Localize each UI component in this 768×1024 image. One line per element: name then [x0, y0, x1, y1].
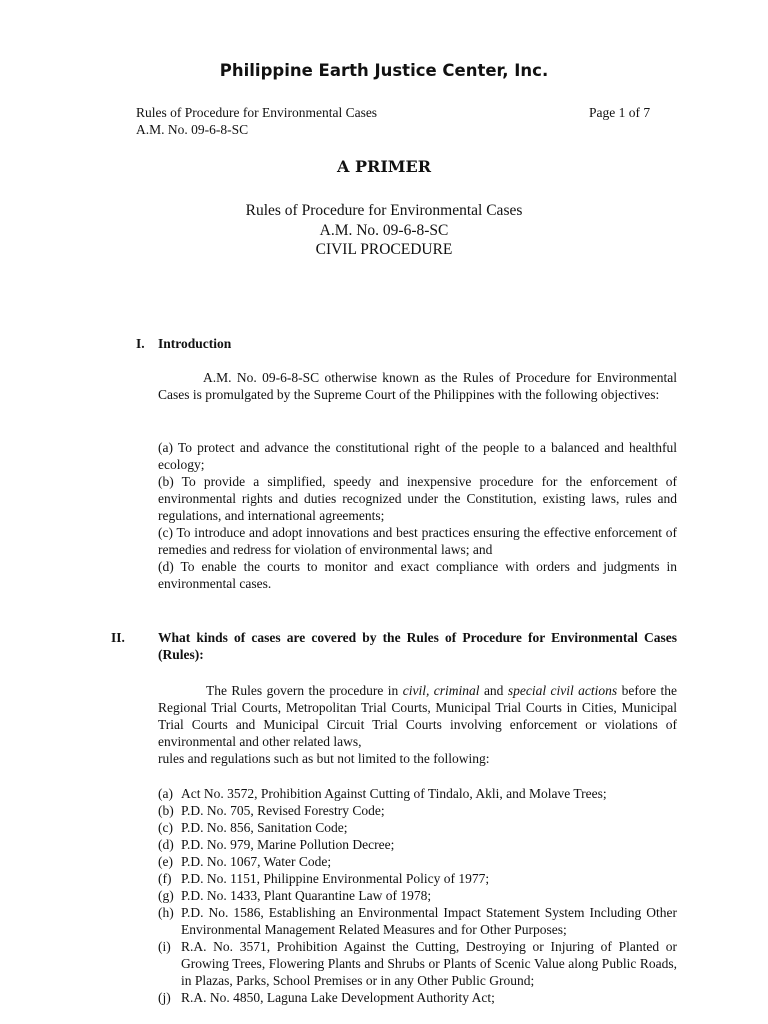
objective-item: (b) To provide a simplified, speedy and inexpensive procedure for the enforcement of environmental rights and duties recognized under the Constitution, existing laws, rules and regulations, and international agreements;: [158, 474, 677, 523]
list-item: [158, 887, 677, 904]
list-item-label: (c): [158, 820, 173, 835]
objective-item: (c) To introduce and adopt innovations and best practices ensuring the effective enforcement of remedies and redress for violation of environmental laws; and: [158, 525, 677, 557]
list-item-label: (g): [158, 888, 174, 903]
list-item: [158, 853, 677, 870]
para-special-civil: special civil actions: [507, 683, 618, 698]
list-item-text: Act No. 3572, Prohibition Against Cutting of Tindalo, Akli, and Molave Trees;: [181, 786, 607, 801]
list-item-text: P.D. No. 856, Sanitation Code;: [181, 820, 348, 835]
running-header: [136, 104, 377, 138]
list-item-label: (i): [158, 939, 171, 954]
list-item-label: (h): [158, 905, 174, 920]
list-item-text: P.D. No. 705, Revised Forestry Code;: [181, 803, 385, 818]
list-item-text: P.D. No. 1586, Establishing an Environmental Impact Statement System Including Other Environmental Management Related Measures and for Other Purposes;: [181, 905, 677, 937]
objective-item: (d) To enable the courts to monitor and exact compliance with orders and judgments in environmental cases.: [158, 559, 677, 591]
objectives-list: [158, 439, 677, 592]
list-item: [158, 819, 677, 836]
para-and: and: [479, 683, 508, 698]
list-item: [158, 938, 677, 989]
laws-list: [158, 785, 677, 1006]
document-subtitle: [0, 201, 768, 260]
list-item-label: (b): [158, 803, 174, 818]
list-item-label: (j): [158, 990, 171, 1005]
list-item-label: (a): [158, 786, 173, 801]
page-number: Page 1 of 7: [589, 105, 651, 120]
document-title: A PRIMER: [337, 157, 431, 176]
header-doc-number: A.M. No. 09-6-8-SC: [136, 122, 249, 137]
para-civil-criminal: civil, criminal: [402, 683, 480, 698]
list-item-label: (e): [158, 854, 173, 869]
section-1-heading: [136, 335, 231, 352]
list-item-text: P.D. No. 1433, Plant Quarantine Law of 1978;: [181, 888, 432, 903]
list-item-text: R.A. No. 4850, Laguna Lake Development Authority Act;: [181, 990, 495, 1005]
list-item-label: (f): [158, 871, 172, 886]
list-item-text: P.D. No. 1067, Water Code;: [181, 854, 332, 869]
list-item-text: P.D. No. 979, Marine Pollution Decree;: [181, 837, 395, 852]
list-item: [158, 870, 677, 887]
list-item: [158, 802, 677, 819]
list-item: [158, 989, 677, 1006]
list-item: [158, 836, 677, 853]
section-2-number: II.: [111, 630, 125, 645]
section-1-intro: A.M. No. 09-6-8-SC otherwise known as the Rules of Procedure for Environmental Cases is promulgated by the Supreme Court of the Philippines with the following objectives:: [158, 370, 677, 402]
subtitle-line-1: Rules of Procedure for Environmental Cases: [245, 202, 523, 219]
section-2-body: [158, 682, 677, 750]
list-item-text: P.D. No. 1151, Philippine Environmental Policy of 1977;: [181, 871, 490, 886]
list-item-label: (d): [158, 837, 174, 852]
section-2-paragraph: [158, 682, 677, 767]
para-start: The Rules govern the procedure in: [206, 683, 403, 698]
section-2-body-last: rules and regulations such as but not limited to the following:: [158, 751, 490, 766]
subtitle-line-2: A.M. No. 09-6-8-SC: [319, 221, 449, 239]
header-doc-title: Rules of Procedure for Environmental Cases: [136, 105, 378, 120]
organization-name: Philippine Earth Justice Center, Inc.: [219, 61, 549, 80]
section-1-number: I.: [136, 336, 145, 351]
objective-item: (a) To protect and advance the constitutional right of the people to a balanced and healthful ecology;: [158, 440, 677, 472]
list-item: [158, 785, 677, 802]
section-2-heading: What kinds of cases are covered by the Rules of Procedure for Environmental Cases (Rules):: [158, 630, 677, 662]
section-1-title: Introduction: [158, 336, 232, 351]
list-item-text: R.A. No. 3571, Prohibition Against the Cutting, Destroying or Injuring of Planted or Growing Trees, Flowering Plants and Shrubs or Plants of Scenic Value along Public Roads, in Plazas, Parks, School Premises or in any Other Public Ground;: [181, 939, 677, 988]
subtitle-line-3: CIVIL PROCEDURE: [315, 241, 453, 258]
para-rest: before the Regional Trial Courts, Metropolitan Trial Courts, Municipal Trial Courts in Cities, Municipal Trial Courts and Municipal Circuit Trial Courts involving enforcement or violations of environmental and other related laws,: [158, 683, 678, 749]
list-item: [158, 904, 677, 938]
